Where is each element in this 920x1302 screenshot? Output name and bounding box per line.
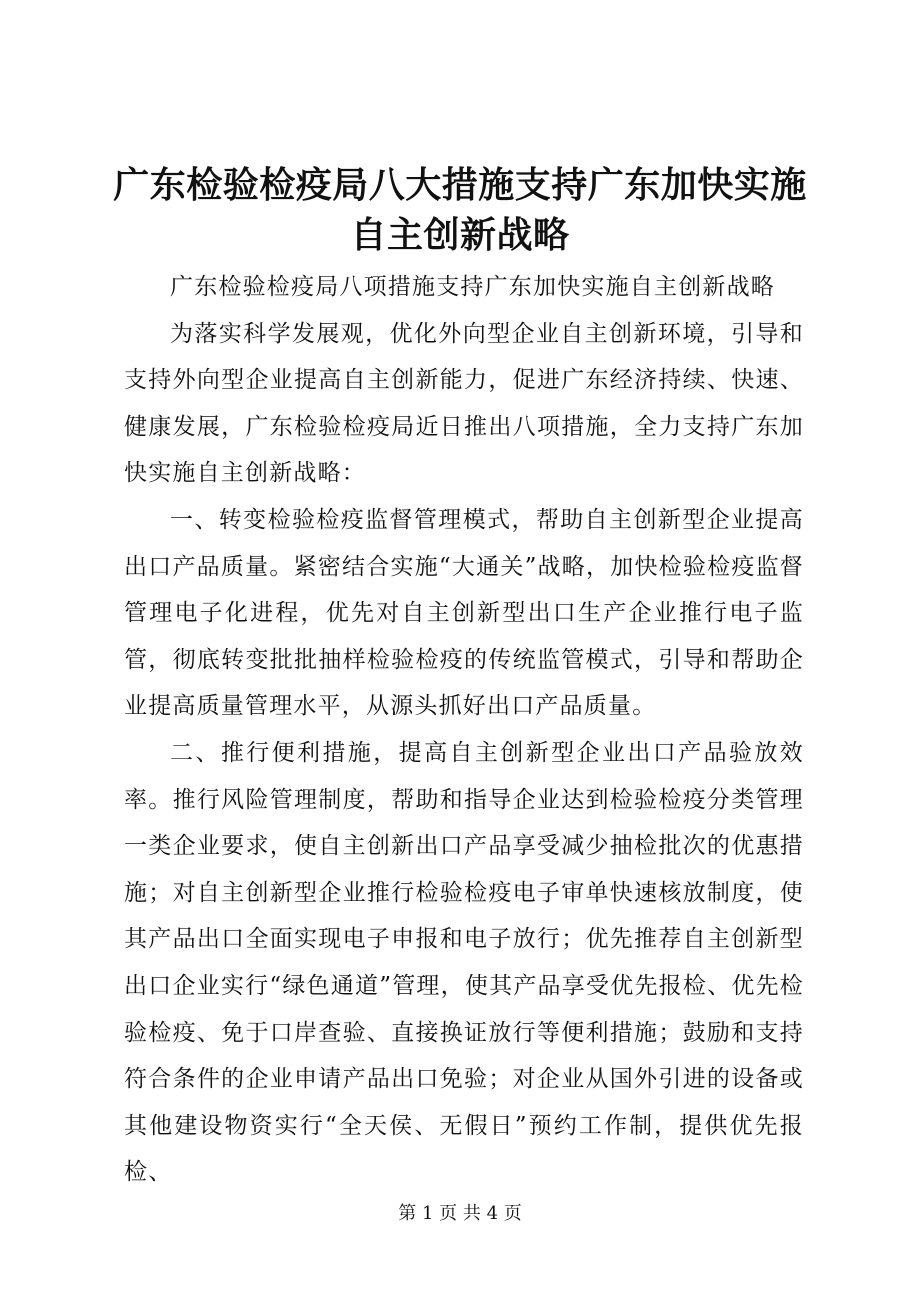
page-footer: 第 1 页 共 4 页 xyxy=(398,1203,522,1224)
measure-one-paragraph: 一、转变检验检疫监督管理模式，帮助自主创新型企业提高出口产品质量。紧密结合实施“大通关”战略，加快检验检疫监督管理电子化进程，优先对自主创新型出口生产企业推行电子监管，彻底转变批批抽样检验检疫的传统监管模式，引导和帮助企业提高质量管理水平，从源头抓好出口产品质量。 xyxy=(124,506,804,720)
document-title: 广东检验检疫局八大措施支持广东加快实施自主创新战略 xyxy=(113,164,807,256)
subtitle-paragraph: 广东检验检疫局八项措施支持广东加快实施自主创新战略 xyxy=(170,274,775,300)
document-body xyxy=(124,264,804,1196)
intro-paragraph: 为落实科学发展观，优化外向型企业自主创新环境，引导和支持外向型企业提高自主创新能力，促进广东经济持续、快速、健康发展，广东检验检疫局近日推出八项措施，全力支持广东加快实施自主创新战略： xyxy=(124,320,804,487)
measure-two-paragraph: 二、推行便利措施，提高自主创新型企业出口产品验放效率。推行风险管理制度，帮助和指导企业达到检验检疫分类管理一类企业要求，使自主创新出口产品享受减少抽检批次的优惠措施；对自主创新型企业推行检验检疫电子审单快速核放制度，使其产品出口全面实现电子申报和电子放行；优先推荐自主创新型出口企业实行“绿色通道”管理，使其产品享受优先报检、优先检验检疫、免于口岸查验、直接换证放行等便利措施；鼓励和支持符合条件的企业申请产品出口免验；对企业从国外引进的设备或其他建设物资实行“全天侯、无假日”预约工作制，提供优先报检、 xyxy=(124,739,804,1186)
